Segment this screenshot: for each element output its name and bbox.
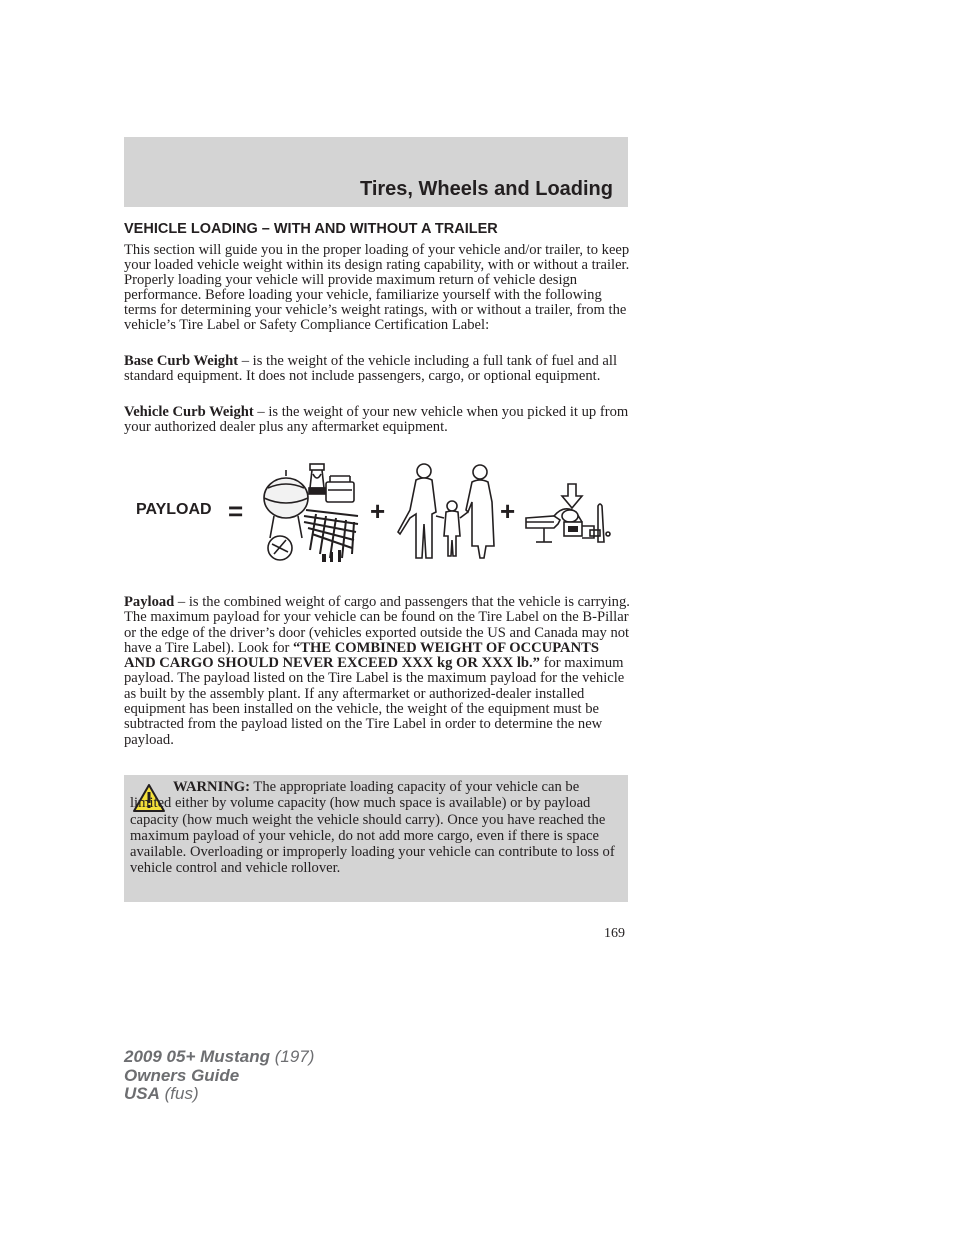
payload-text-1: – is the combined weight of cargo and passengers that the vehicle is carrying. The maximum payload for your vehicle can be found on the Tire Label on the B-Pillar or the edge of the driver’s door (vehicles exported outside the US and Canada may not have a Tire Label). Look for — [124, 594, 630, 656]
payload-quote: “THE COMBINED WEIGHT OF OCCUPANTS AND CARGO SHOULD NEVER EXCEED XXX kg OR XXX lb.” — [124, 639, 599, 672]
intro-paragraph: This section will guide you in the proper loading of your vehicle and/or trailer, to keep your loaded vehicle weight within its design rating capability, with or without a trailer. Properly loading your vehicle will provide maximum return of vehicle design performance. Before loading your vehicle, familiarize yourself with the following terms for determining your vehicle’s weight ratings, with or without a trailer, from the vehicle’s Tire Label or Safety Compliance Certification Label: — [124, 242, 630, 333]
section-heading: VEHICLE LOADING – WITH AND WITHOUT A TRAILER — [124, 221, 498, 237]
footer-market: USA — [124, 1084, 160, 1103]
base-curb-definition — [124, 354, 632, 384]
plus-sign-2: + — [500, 496, 516, 526]
footer-line-3 — [124, 1085, 314, 1104]
footer-market-code: (fus) — [159, 1084, 199, 1103]
vehicle-curb-definition — [124, 405, 632, 435]
page-number: 169 — [604, 926, 625, 941]
equals-sign: = — [228, 496, 244, 526]
vehicle-curb-term: Vehicle Curb Weight — [124, 404, 254, 420]
warning-text — [130, 779, 622, 877]
passengers-icon — [396, 462, 500, 562]
warning-body: The appropriate loading capacity of your vehicle can be limited either by volume capacity (how much space is available) or by payload capacity (how much weight the vehicle should carry). Once you have reached the maximum payload of your vehicle, do not add more cargo, even if there is space available. Overloading or improperly loading your vehicle can contribute to loss of vehicle control and vehicle rollover. — [130, 779, 615, 877]
payload-illustration — [124, 450, 628, 568]
cargo-icon — [258, 454, 370, 566]
footer-model-code: (197) — [270, 1047, 315, 1066]
page-title: Tires, Wheels and Loading — [359, 178, 613, 200]
payload-text-2: for maximum payload. The payload listed on the Tire Label is the maximum payload for the vehicle as built by the assembly plant. If any aftermarket or authorized-dealer installed equipment has been installed on the vehicle, the weight of the equipment must be subtracted from the payload listed on the Tire Label in order to determine the new payload. — [124, 655, 625, 748]
warning-box — [124, 775, 628, 902]
base-curb-term: Base Curb Weight — [124, 353, 239, 369]
vehicle-curb-text: – is the weight of your new vehicle when you picked it up from your authorized dealer plus any aftermarket equipment. — [124, 404, 629, 435]
base-curb-text: – is the weight of the vehicle including a full tank of fuel and all standard equipment. It does not include passengers, cargo, or optional equipment. — [124, 353, 618, 384]
warning-label: WARNING: — [173, 779, 251, 795]
plus-sign-1: + — [370, 496, 386, 526]
footer-line-2 — [124, 1067, 314, 1086]
footer — [124, 1048, 314, 1104]
footer-model: 2009 05+ Mustang — [124, 1047, 270, 1066]
footer-line-1 — [124, 1048, 314, 1067]
footer-guide: Owners Guide — [124, 1065, 240, 1085]
header-band — [124, 137, 628, 207]
hitch-icon — [524, 482, 616, 552]
payload-term: Payload — [124, 594, 175, 610]
payload-definition — [124, 595, 632, 748]
payload-label: PAYLOAD — [136, 501, 212, 518]
